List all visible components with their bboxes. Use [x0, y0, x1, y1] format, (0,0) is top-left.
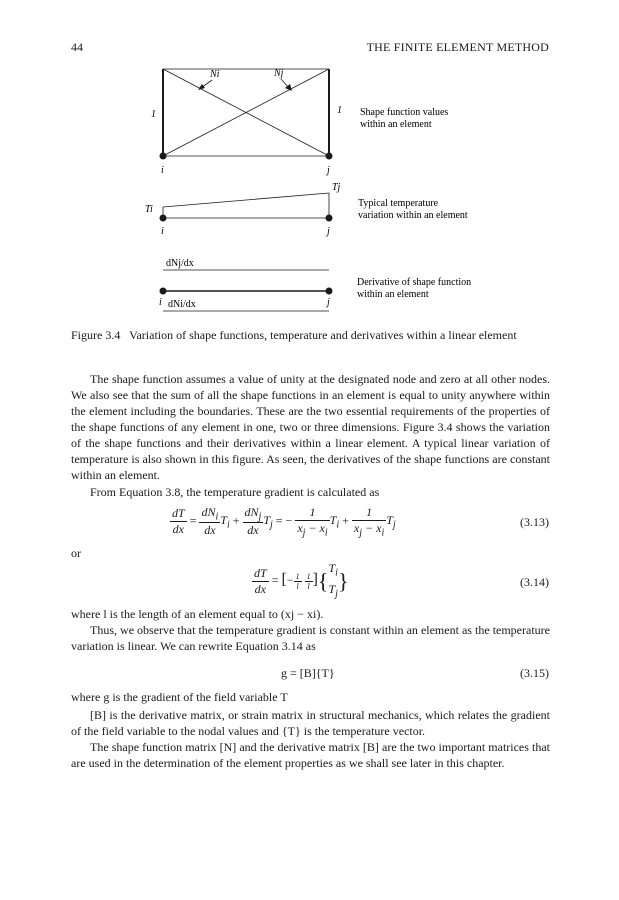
- temp-slope: [163, 193, 329, 207]
- desc-temp-1: Typical temperature: [358, 198, 439, 209]
- label-i-1: i: [161, 165, 164, 176]
- label-Tj: Tj: [332, 182, 341, 193]
- label-i-3: i: [159, 297, 162, 308]
- figure-3-4: [0, 0, 619, 320]
- desc-deriv-1: Derivative of shape function: [357, 277, 472, 288]
- caption-label: Figure 3.4: [71, 328, 121, 342]
- equation-number-3-13: (3.13): [520, 515, 549, 529]
- label-one-left: 1: [151, 109, 156, 120]
- desc-deriv-2: within an element: [357, 289, 429, 300]
- desc-shape-2: within an element: [360, 119, 432, 130]
- where-g-text: where g is the gradient of the field variable T: [71, 690, 288, 704]
- equation-number-3-15: (3.15): [520, 666, 549, 680]
- node-i: [160, 153, 167, 160]
- temp-node-j: [326, 215, 333, 222]
- running-title: THE FINITE ELEMENT METHOD: [366, 40, 549, 54]
- label-i-2: i: [161, 226, 164, 237]
- deriv-node-i: [160, 288, 167, 295]
- label-dNi-dx: dNi/dx: [168, 299, 196, 310]
- node-j: [326, 153, 333, 160]
- equation-3-13: $\frac{dT}{dx}$ = $\frac{dN_i}{dx}$ $T_i$ + $\frac{dN_j}{dx}$ $T_j$ = − $\frac{1}{x_j - x_i}$ $T_i$ + $\frac{1}{x_j - x_i}$ $T_j$: [172, 505, 396, 539]
- label-j-3: j: [327, 297, 330, 308]
- caption-text: Variation of shape functions, temperature and derivatives within a linear element: [129, 328, 517, 342]
- paragraph-shape-function: The shape function assumes a value of unity at the designated node and zero at all other nodes. We also see that the sum of all the shape functions in an element is equal to unity anywhere within the element including the boundaries. These are the two essential requirements of the properties of the shape functions of any element in one, two or three dimensions. Figure 3.4 shows the variation of the shape functions and their derivatives within a linear element. A typical linear variation of temperature is also shown in this figure. As seen, the derivatives of the shape functions are constant within an element.: [71, 372, 550, 482]
- desc-shape-1: Shape function values: [360, 107, 449, 118]
- label-Ti: Ti: [145, 204, 153, 215]
- label-Nj: Nj: [274, 68, 284, 79]
- desc-temp-2: variation within an element: [358, 210, 468, 221]
- where-l-text: where l is the length of an element equal to (xj − xi).: [71, 607, 324, 621]
- paragraph-thus: Thus, we observe that the temperature gradient is constant within an element as the temperature variation is linear. We can rewrite Equation 3.14 as: [71, 623, 550, 653]
- word-or: or: [71, 546, 81, 560]
- temp-node-i: [160, 215, 167, 222]
- paragraph-final: The shape function matrix [N] and the derivative matrix [B] are the two important matrices that are used in the determination of the element properties as we shall see later in this chapter.: [71, 740, 550, 770]
- figure-caption: [71, 327, 550, 343]
- label-j-2: j: [327, 226, 330, 237]
- paragraph-B-matrix: [B] is the derivative matrix, or strain matrix in structural mechanics, which relates the gradient of the field variable to the nodal values and {T} is the temperature vector.: [71, 708, 550, 738]
- paragraph-equation-intro: From Equation 3.8, the temperature gradient is calculated as: [90, 485, 380, 499]
- equation-3-14: $\frac{dT}{dx}$ = [− $\frac{1}{l}$ $\frac{1}{l}$ ]{$T_i$ $T_j$}: [254, 561, 349, 600]
- page-number: 44: [71, 40, 83, 54]
- label-j-1: j: [327, 165, 330, 176]
- label-dNj-dx: dNj/dx: [166, 258, 194, 269]
- label-one-right: 1: [337, 105, 342, 116]
- label-Ni: Ni: [210, 69, 220, 80]
- equation-number-3-14: (3.14): [520, 575, 549, 589]
- deriv-node-j: [326, 288, 333, 295]
- equation-3-15: g = [B]{T}: [281, 666, 335, 680]
